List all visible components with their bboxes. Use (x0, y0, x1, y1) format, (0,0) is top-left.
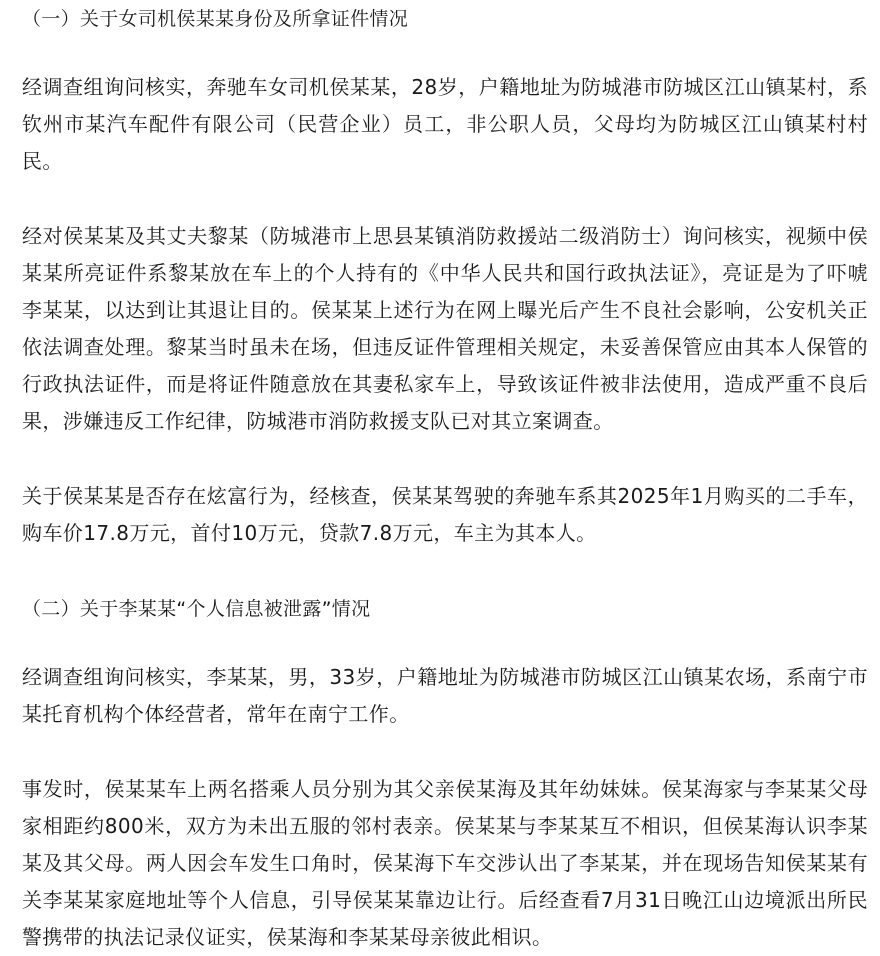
paragraph-certificate: 经对侯某某及其丈夫黎某（防城港市上思县某镇消防救援站二级消防士）询问核实，视频中侯某某所亮证件系黎某放在车上的个人持有的《中华人民共和国行政执法证》，亮证是为了吓唬李某某，以达到让其退让目的。侯某某上述行为在网上曝光后产生不良社会影响，公安机关正依法调查处理。黎某当时虽未在场，但违反证件管理相关规定，未妥善保管应由其本人保管的行政执法证件，而是将证件随意放在其妻私家车上，导致该证件被非法使用，造成严重不良后果，涉嫌违反工作纪律，防城港市消防救援支队已对其立案调查。 (22, 224, 868, 433)
section-heading-2: （二）关于李某某“个人信息被泄露”情况 (22, 598, 371, 620)
section-heading-1: （一）关于女司机侯某某身份及所拿证件情况 (22, 8, 409, 30)
paragraph-incident: 事发时，侯某某车上两名搭乘人员分别为其父亲侯某海及其年幼妹妹。侯某海家与李某某父母家相距约800米，双方为未出五服的邻村表亲。侯某某与李某某互不相识，但侯某海认识李某某及其父母。两人因会车发生口角时，侯某海下车交涉认出了李某某，并在现场告知侯某某有关李某某家庭地址等个人信息，引导侯某某靠边让行。后经查看7月31日晚江山边境派出所民警携带的执法记录仪证实，侯某海和李某某母亲彼此相识。 (22, 777, 868, 949)
paragraph-identity: 经调查组询问核实，奔驰车女司机侯某某，28岁，户籍地址为防城港市防城区江山镇某村，系钦州市某汽车配件有限公司（民营企业）员工，非公职人员，父母均为防城区江山镇某村村民。 (22, 75, 868, 173)
paragraph-car-purchase: 关于侯某某是否存在炫富行为，经核查，侯某某驾驶的奔驰车系其2025年1月购买的二手车，购车价17.8万元，首付10万元，贷款7.8万元，车主为其本人。 (22, 484, 868, 545)
article-body (22, 0, 868, 956)
paragraph-li-identity: 经调查组询问核实，李某某，男，33岁，户籍地址为防城港市防城区江山镇某农场，系南宁市某托育机构个体经营者，常年在南宁工作。 (22, 665, 868, 726)
